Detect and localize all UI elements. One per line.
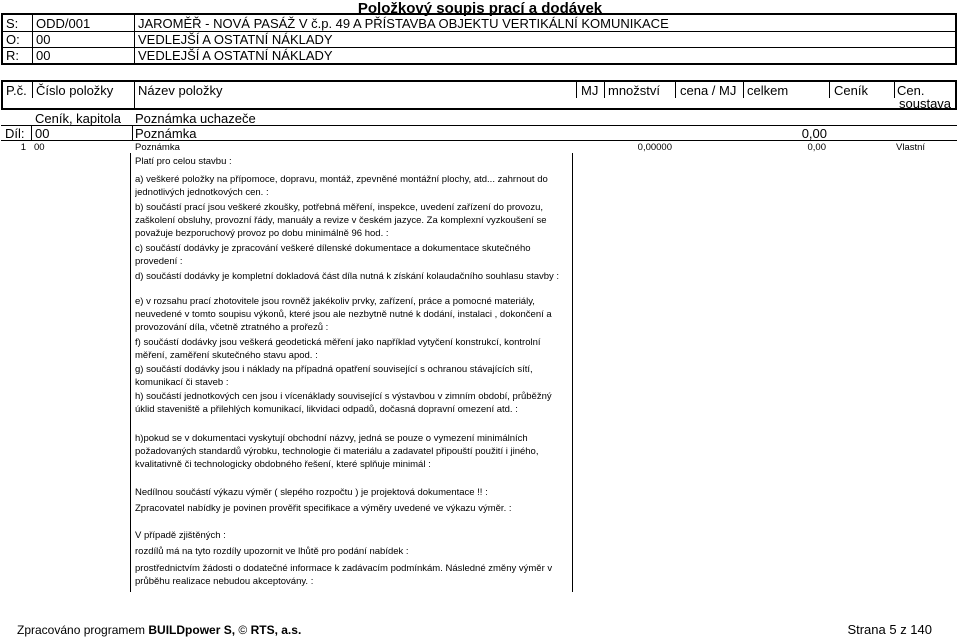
subheader-poznamka-uchazece: Poznámka uchazeče (135, 111, 256, 126)
document-title: Položkový soupis prací a dodávek (357, 0, 603, 17)
note-line: kvalitativně či technologicky obdobného řešení, které splňuje minimál : (135, 459, 431, 470)
note-line: neuvedené v tomto soupisu výkonů, které jsou ale nezbytně nutné k dodání, instalaci , dokončení a (135, 309, 552, 320)
header-text: JAROMĚŘ - NOVÁ PASÁŽ V č.p. 49 A PŘÍSTAVBA OBJEKTU VERTIKÁLNÍ KOMUNIKACE (138, 16, 669, 31)
header-code: 00 (36, 48, 51, 63)
note-line: provozování díla, včetně ztratného a prořezů : (135, 322, 329, 333)
note-line: a) veškeré položky na přípomoce, dopravu, montáž, zpevněné montážní plochy, atd... zahrnout do (135, 174, 548, 185)
col-cislo-polozky: Číslo položky (36, 83, 114, 98)
header-code: 00 (36, 32, 51, 47)
dil-divider (31, 126, 32, 140)
item-name: Poznámka (135, 142, 180, 153)
note-line: e) v rozsahu prací zhotovitele jsou rovněž jakékoliv prvky, zařízení, práce a pomocné materiály, (135, 296, 535, 307)
header-key: R: (6, 48, 19, 63)
note-line: h)pokud se v dokumentaci vyskytují obchodní názvy, jedná se pouze o vymezení minimálních (135, 433, 528, 444)
column-divider (576, 82, 577, 98)
header-key: S: (6, 16, 19, 31)
header-key: O: (6, 32, 20, 47)
column-divider (604, 82, 605, 98)
note-line: komunikací či staveb : (135, 377, 229, 388)
dil-row (1, 125, 957, 141)
col-cenik: Ceník (834, 83, 868, 98)
item-notes (130, 153, 573, 592)
item-code: 00 (34, 142, 45, 153)
note-line: V případě zjištěných : (135, 530, 226, 541)
note-line: b) součástí prací jsou veškeré zkoušky, potřebná měření, inspekce, uvedení zařízení do provozu, (135, 202, 544, 213)
note-line: jednotlivých jednotkových cen. : (135, 187, 269, 198)
dil-name: Poznámka (135, 126, 197, 141)
item-pc: 1 (20, 142, 26, 153)
column-divider (675, 82, 676, 98)
note-line: Zpracovatel nabídky je povinen prověřit specifikace a výměry uvedené ve výkazu výměr. : (135, 503, 512, 514)
note-line: f) součástí dodávky jsou veškerá geodetická měření jako například vytyčení konstrukcí, kontrolní (135, 337, 541, 348)
col-celkem: celkem (747, 83, 789, 98)
page-number: Strana 5 z 140 (847, 622, 932, 637)
note-line: zaškolení obsluhy, provozní řády, manuály a revize v českém jazyce. Za komplexní vyzkoušení se (135, 215, 547, 226)
note-line: g) součástí dodávky jsou i náklady na případná opatření související s ochranou stávajících sítí, (135, 364, 533, 375)
note-line: d) součástí dodávky je kompletní dokladová část díla nutná k získání kolaudačního souhlasu stavby : (135, 271, 560, 282)
subheader-cenik-kapitola: Ceník, kapitola (35, 111, 121, 126)
note-line: Nedílnou součástí výkazu výměr ( slepého rozpočtu ) je projektová dokumentace !! : (135, 487, 488, 498)
col-nazev-polozky: Název položky (138, 83, 223, 98)
note-line: považuje bezporuchový provoz po dobu minimálně 96 hod. : (135, 228, 389, 239)
header-code: ODD/001 (36, 16, 91, 31)
column-divider (134, 82, 135, 108)
note-line: úklid staveniště a přilehlých komunikací, likvidaci odpadů, dočasná dopravní omezení atd. : (135, 404, 518, 415)
note-line: c) součástí dodávky je zpracování veškeré dílenské dokumentace a dokumentace skutečného (135, 243, 531, 254)
col-mj: MJ (581, 83, 599, 98)
note-line: prostřednictvím žádosti o dodatečné informace k zadávacím podmínkám. Následné změny výměr v (135, 563, 553, 574)
column-divider (829, 82, 830, 98)
column-divider (32, 82, 33, 98)
item-total: 0,00 (807, 142, 826, 153)
dil-total: 0,00 (801, 126, 827, 141)
note-line: měření, zaměření skutečného stavu apod. : (135, 350, 318, 361)
column-divider (743, 82, 744, 98)
note-line: průběhu realizace nebudou akceptovány. : (135, 576, 314, 587)
dil-divider (132, 126, 133, 140)
column-divider (894, 82, 895, 98)
note-line: rozdílů má na tyto rozdíly upozornit ve lhůtě pro podání nabídek : (135, 546, 409, 557)
header-row-stavba (3, 15, 955, 31)
note-line: h) součástí jednotkových cen jsou i vícenáklady související s výstavbou v zimním období, průběžný (135, 391, 552, 402)
project-header (1, 13, 957, 65)
footer-prefix: Zpracováno programem (17, 623, 149, 637)
copyright-icon: © (238, 623, 248, 637)
col-mnozstvi: množství (608, 83, 661, 98)
column-header (1, 80, 957, 110)
item-quantity: 0,00000 (637, 142, 672, 153)
dil-code: 00 (35, 126, 50, 141)
header-text: VEDLEJŠÍ A OSTATNÍ NÁKLADY (138, 32, 333, 47)
footer-credit (17, 623, 301, 637)
col-pc: P.č. (6, 83, 27, 98)
header-row-objekt (3, 31, 955, 47)
col-cen-soustava-2: soustava (899, 96, 952, 111)
note-line: požadovaných standardů výrobku, technologie či materiálu a zadavatel připouští použití i jiného, (135, 446, 539, 457)
note-line: provedení : (135, 256, 183, 267)
footer-company: RTS, a.s. (250, 623, 302, 637)
header-row-rozpocet (3, 47, 955, 63)
col-cen-soustava: Cen. (897, 83, 925, 98)
col-cena-mj: cena / MJ (680, 83, 737, 98)
item-soustava: Vlastní (896, 142, 926, 153)
header-text: VEDLEJŠÍ A OSTATNÍ NÁKLADY (138, 48, 333, 63)
note-line: Platí pro celou stavbu : (135, 156, 232, 167)
footer-program: BUILDpower S, (148, 623, 236, 637)
dil-label: Díl: (5, 126, 25, 141)
